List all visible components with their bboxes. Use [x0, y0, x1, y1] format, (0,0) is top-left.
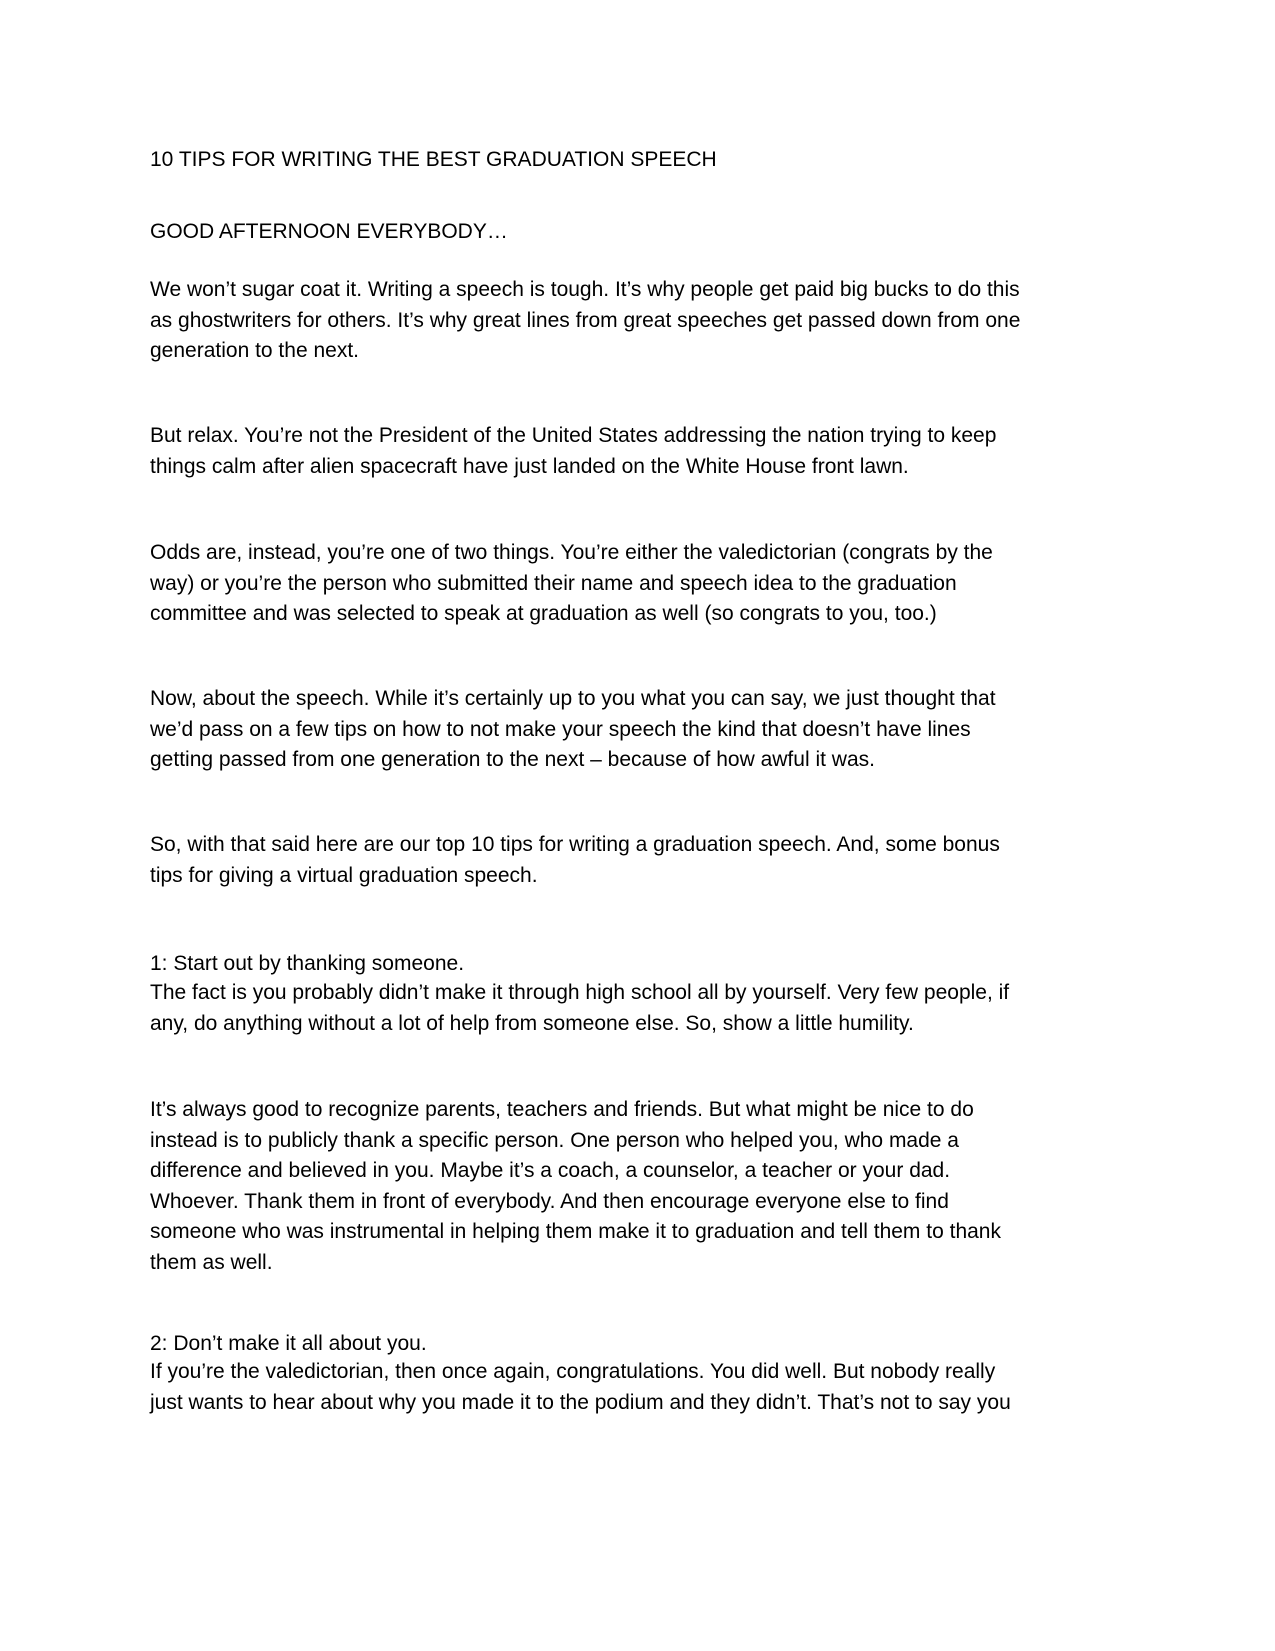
greeting: GOOD AFTERNOON EVERYBODY… [150, 220, 508, 243]
tip-1-paragraph-1: The fact is you probably didn’t make it through high school all by yourself. Very few people, if any, do anything without a lot of help from someone else. So, show a little humility. [150, 981, 1010, 1035]
intro-paragraph-4: Now, about the speech. While it’s certainly up to you what you can say, we just thought that we’d pass on a few tips on how to not make your speech the kind that doesn’t have lines getting passed from one generation to the next – because of how awful it was. [150, 687, 996, 771]
intro-paragraph-1: We won’t sugar coat it. Writing a speech is tough. It’s why people get paid big bucks to do this as ghostwriters for others. It’s why great lines from great speeches get passed down from one generation to the next. [150, 278, 1021, 362]
tip-2-heading: 2: Don’t make it all about you. [150, 1332, 427, 1355]
document-title: 10 TIPS FOR WRITING THE BEST GRADUATION SPEECH [150, 148, 717, 171]
intro-paragraph-3: Odds are, instead, you’re one of two things. You’re either the valedictorian (congrats by the way) or you’re the person who submitted their name and speech idea to the graduation committee and was selected to speak at graduation as well (so congrats to you, too.) [150, 541, 993, 625]
tip-2-paragraph-1: If you’re the valedictorian, then once again, congratulations. You did well. But nobody really just wants to hear about why you made it to the podium and they didn’t. That’s not to say you [150, 1360, 1011, 1414]
intro-paragraph-5: So, with that said here are our top 10 tips for writing a graduation speech. And, some bonus tips for giving a virtual graduation speech. [150, 833, 1000, 887]
intro-paragraph-2: But relax. You’re not the President of the United States addressing the nation trying to keep things calm after alien spacecraft have just landed on the White House front lawn. [150, 424, 997, 478]
tip-1-paragraph-2: It’s always good to recognize parents, teachers and friends. But what might be nice to do instead is to publicly thank a specific person. One person who helped you, who made a difference and believed in you. Maybe it’s a coach, a counselor, a teacher or your dad. Whoever. Thank them in front of everybody. And then encourage everyone else to find someone who was instrumental in helping them make it to graduation and tell them to thank them as well. [150, 1098, 1001, 1274]
tip-1-heading: 1: Start out by thanking someone. [150, 952, 465, 975]
